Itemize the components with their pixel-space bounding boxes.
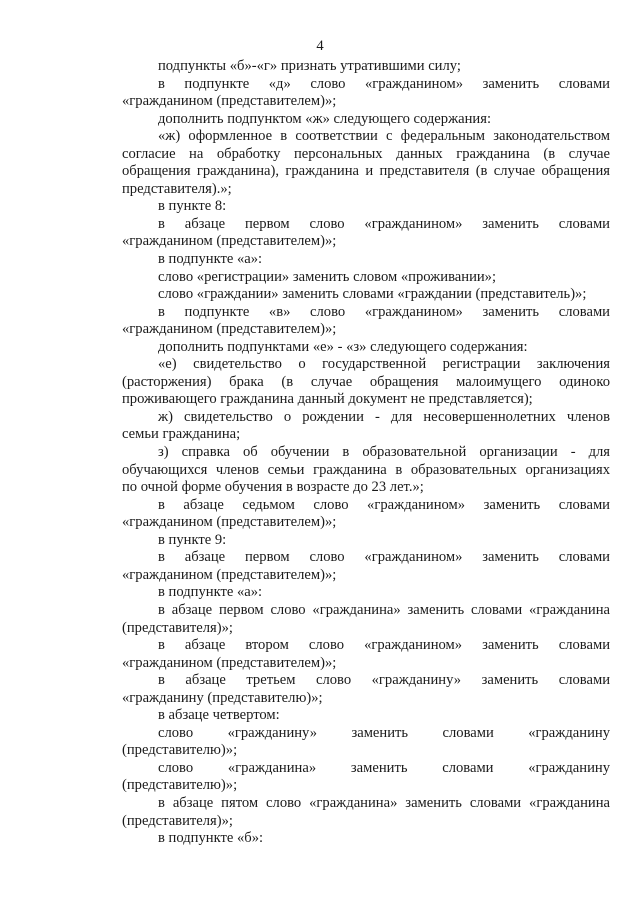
text-line: в пункте 8: bbox=[158, 198, 227, 215]
text-line: в пункте 9: bbox=[158, 531, 227, 548]
page-number: 4 bbox=[316, 38, 324, 54]
text-line: в подпункте «а»: bbox=[158, 584, 263, 601]
text-line: в абзаце третьем слово «гражданину» заменить словами bbox=[158, 672, 610, 689]
text-line: в абзаце первом слово «гражданином» заменить словами bbox=[158, 549, 610, 566]
text-line: в абзаце седьмом слово «гражданином» заменить словами bbox=[158, 496, 610, 513]
text-line: согласие на обработку персональных данных гражданина (в случае bbox=[122, 145, 610, 162]
text-line: подпункты «б»-«г» признать утратившими силу; bbox=[158, 58, 461, 74]
text-line: дополнить подпунктом «ж» следующего содержания: bbox=[158, 110, 492, 127]
text-line: проживающего гражданина данный документ не представляется); bbox=[122, 391, 533, 408]
text-line: (представителю)»; bbox=[122, 777, 238, 794]
text-line: в подпункте «а»: bbox=[158, 251, 263, 268]
text-line: представителя).»; bbox=[122, 180, 232, 197]
text-line: слово «гражданину» заменить словами «гражданину bbox=[158, 724, 610, 741]
text-line: слово «граждании» заменить словами «граждании (представитель)»; bbox=[158, 286, 587, 303]
text-line: «гражданином (представителем)»; bbox=[122, 321, 337, 338]
text-line: «гражданином (представителем)»; bbox=[122, 233, 337, 250]
text-line: «е) свидетельство о государственной регистрации заключения bbox=[158, 356, 610, 373]
text-line: дополнить подпунктами «е» - «з» следующего содержания: bbox=[158, 338, 528, 355]
text-line: «гражданином (представителем)»; bbox=[122, 93, 337, 110]
text-line: в абзаце втором слово «гражданином» заменить словами bbox=[158, 637, 610, 654]
text-line: «гражданином (представителем)»; bbox=[122, 514, 337, 531]
text-line: в подпункте «б»: bbox=[158, 830, 264, 847]
text-line: «гражданином (представителем)»; bbox=[122, 654, 337, 671]
text-line: з) справка об обучении в образовательной организации - для bbox=[158, 444, 610, 461]
text-line: в абзаце пятом слово «гражданина» заменить словами «гражданина bbox=[158, 794, 610, 811]
text-line: «ж) оформленное в соответствии с федеральным законодательством bbox=[158, 128, 610, 145]
text-line: обучающихся членов семьи гражданина в образовательных организациях bbox=[122, 461, 610, 478]
text-line: в абзаце первом слово «гражданина» заменить словами «гражданина bbox=[158, 601, 610, 618]
text-line: (представителя)»; bbox=[122, 812, 233, 829]
document-body bbox=[122, 58, 610, 848]
text-line: в абзаце первом слово «гражданином» заменить словами bbox=[158, 215, 610, 232]
text-line: «гражданину (представителю)»; bbox=[122, 689, 323, 706]
text-line: «гражданином (представителем)»; bbox=[122, 566, 337, 583]
text-line: в абзаце четвертом: bbox=[158, 707, 280, 724]
text-line: слово «гражданина» заменить словами «гражданину bbox=[158, 759, 610, 776]
text-line: ж) свидетельство о рождении - для несовершеннолетних членов bbox=[158, 408, 610, 425]
text-line: слово «регистрации» заменить словом «проживании»; bbox=[158, 268, 497, 285]
text-line: в подпункте «в» слово «гражданином» заменить словами bbox=[158, 303, 610, 320]
text-line: обращения гражданина), гражданина и представителя (в случае обращения bbox=[122, 163, 610, 180]
text-line: (представителю)»; bbox=[122, 742, 238, 759]
text-line: (представителя)»; bbox=[122, 619, 233, 636]
text-line: в подпункте «д» слово «гражданином» заменить словами bbox=[158, 75, 610, 92]
text-line: (расторжения) брака (в случае обращения малоимущего одиноко bbox=[122, 373, 610, 390]
text-line: по очной форме обучения в возрасте до 23 лет.»; bbox=[122, 479, 424, 496]
text-line: семьи гражданина; bbox=[122, 426, 241, 443]
